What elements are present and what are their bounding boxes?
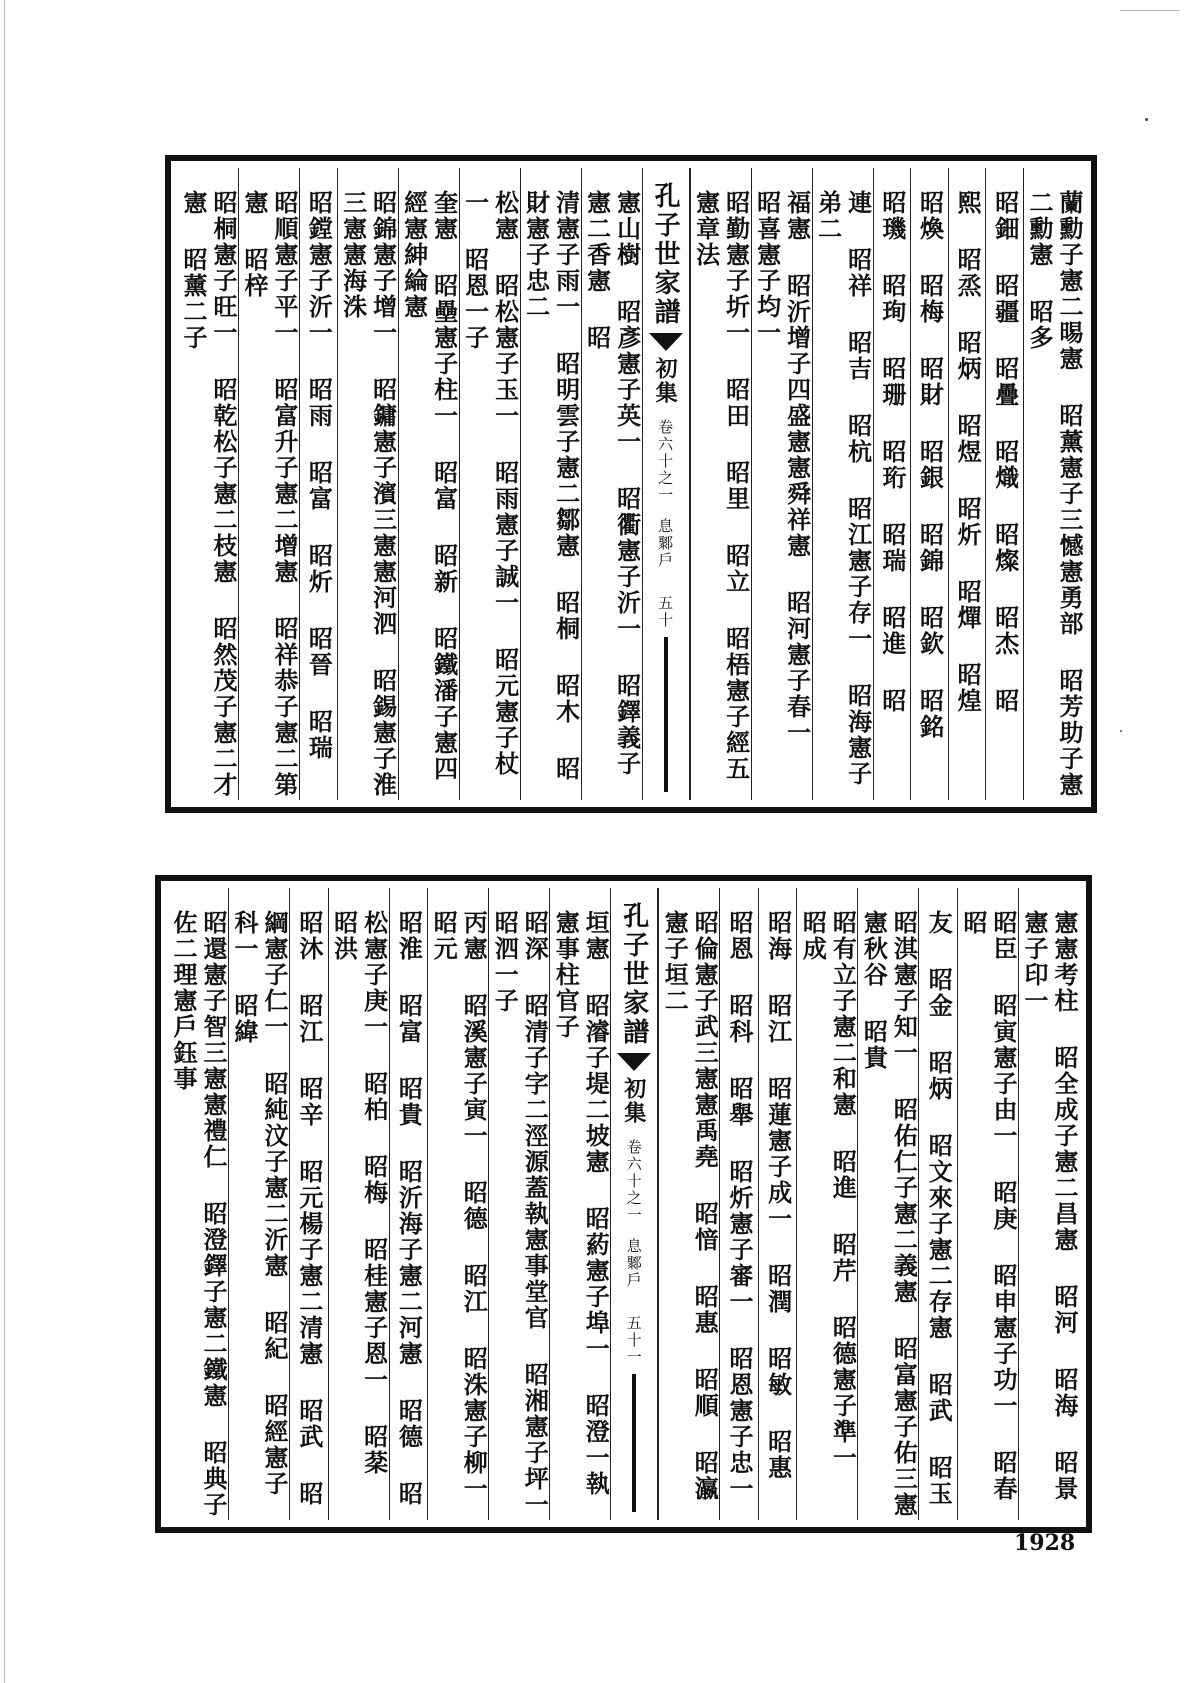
name-column: 昭深 昭清子字二涇源蓋執憲事堂官 昭湘憲子坪一 昭泗一子	[488, 888, 549, 1520]
center-rule	[632, 1374, 636, 1512]
name-column: 昭有立子憲二和憲 昭進 昭芹 昭德憲子準一 昭成	[796, 888, 857, 1520]
name-column: 昭璣 昭珣 昭珊 昭珩 昭瑞 昭進 昭	[873, 168, 911, 800]
column-area	[168, 888, 1079, 1520]
name-column: 昭淇憲子知一 昭佑仁子憲二義憲 昭富憲子佑三憲憲秋谷 昭貴	[857, 888, 918, 1520]
name-column: 昭鈿 昭疆 昭疊 昭熾 昭燦 昭杰 昭	[985, 168, 1023, 800]
name-column: 松憲 昭松憲子玉一 昭雨憲子誠一 昭元憲子杖一 昭恩一子	[459, 168, 520, 800]
scan-top-mark	[1120, 10, 1180, 11]
volume-label: 初集	[620, 1077, 647, 1125]
name-column: 綱憲子仁一 昭純汶子憲二沂憲 昭紀 昭經憲子科一 昭緯	[228, 888, 289, 1520]
name-column: 昭沐 昭江 昭辛 昭元楊子憲二清憲 昭武 昭	[289, 888, 328, 1520]
name-column: 昭桐憲子旺一 昭乾松子憲二枝憲 昭然茂子憲二才憲 昭薰二子	[179, 190, 239, 798]
genealogy-page-bottom	[155, 875, 1092, 1533]
name-column: 昭恩 昭科 昭舉 昭炘憲子審一 昭恩憲子忠一	[719, 888, 758, 1520]
book-title: 孔子世家譜	[618, 902, 649, 1047]
name-column: 憲憲考柱 昭全成子憲二昌憲 昭河 昭海 昭景憲子印一	[1018, 888, 1079, 1520]
name-column: 昭錦憲子增一 昭鏞憲子濱三憲憲河泗 昭錫憲子淮三憲憲海洙	[337, 168, 398, 800]
page-number: 1928	[1014, 1530, 1076, 1556]
name-column: 昭勤憲子圻一 昭田 昭里 昭立 昭梧憲子經五憲章法	[690, 168, 751, 800]
name-column: 昭煥 昭梅 昭財 昭銀 昭錦 昭欽 昭銘	[910, 168, 948, 800]
name-column: 奎憲 昭壘憲子柱一 昭富 昭新 昭鐵潘子憲四經憲紳綸憲	[398, 168, 459, 800]
name-column: 昭淮 昭富 昭貴 昭沂海子憲二河憲 昭德 昭	[389, 888, 428, 1520]
household-label: 息鄹戶	[624, 1238, 643, 1289]
name-column: 友 昭金 昭炳 昭文來子憲二存憲 昭武 昭玉	[918, 888, 957, 1520]
scan-edge-line	[4, 0, 5, 1683]
book-title: 孔子世家譜	[650, 182, 681, 327]
name-column: 憲山樹 昭彥憲子英一 昭衢憲子沂一 昭鐸義子憲二香憲 昭	[581, 168, 642, 800]
name-column: 昭還憲子智三憲憲禮仁 昭澄鐸子憲二鐵憲 昭典子佐二理憲戶鈺事	[169, 910, 229, 1518]
scan-speck	[1120, 730, 1122, 732]
volume-label: 初集	[652, 357, 679, 405]
book-title-column	[610, 888, 658, 1520]
name-column: 昭海 昭江 昭蓮憲子成一 昭潤 昭敏 昭惠	[758, 888, 797, 1520]
fish-tail-mark-icon	[649, 333, 683, 351]
chapter-label: 卷六十之一	[624, 1139, 643, 1224]
folio-number: 五十一	[624, 1315, 643, 1366]
name-column: 垣憲 昭濬子堤二坡憲 昭葯憲子埠一 昭澄一執憲事柱官子	[549, 888, 610, 1520]
name-column: 丙憲 昭溪憲子寅一 昭德 昭江 昭洙憲子柳一 昭元	[427, 888, 488, 1520]
folio-number: 五十	[656, 595, 675, 629]
name-column: 昭倫憲子武三憲憲禹堯 昭愔 昭惠 昭順 昭瀛憲子垣二	[658, 888, 719, 1520]
name-column: 熙 昭烝 昭炳 昭煜 昭炘 昭燀 昭煌	[948, 168, 986, 800]
name-column: 清憲子雨一 昭明雲子憲二鄒憲 昭桐 昭木 昭財憲子忠二	[520, 168, 581, 800]
book-title-column	[642, 168, 690, 800]
name-column: 蘭勳子憲二晹憲 昭薰憲子三憾憲勇部 昭芳助子憲二勳憲 昭多	[1023, 168, 1084, 800]
fish-tail-mark-icon	[617, 1053, 651, 1071]
chapter-label: 卷六十之一	[656, 419, 675, 504]
name-column: 昭臣 昭寅憲子由一 昭庚 昭申憲子功一 昭春 昭	[957, 888, 1018, 1520]
name-column: 昭順憲子平一 昭富升子憲二增憲 昭祥恭子憲二第憲 昭梓	[238, 168, 299, 800]
household-label: 息鄹戶	[656, 518, 675, 569]
center-rule	[664, 637, 668, 792]
genealogy-page-top	[165, 155, 1097, 813]
name-column: 松憲子庚一 昭柏 昭梅 昭桂憲子恩一 昭棻 昭洪	[328, 888, 389, 1520]
column-area	[178, 168, 1084, 800]
name-column: 福憲 昭沂增子四盛憲憲舜祥憲 昭河憲子春一 昭喜憲子均一	[751, 168, 812, 800]
name-column: 連 昭祥 昭吉 昭杭 昭江憲子存一 昭海憲子弟二	[812, 168, 873, 800]
scan-speck	[1145, 118, 1148, 121]
name-column: 昭鏜憲子沂一 昭雨 昭富 昭炘 昭晉 昭瑞	[299, 168, 337, 800]
